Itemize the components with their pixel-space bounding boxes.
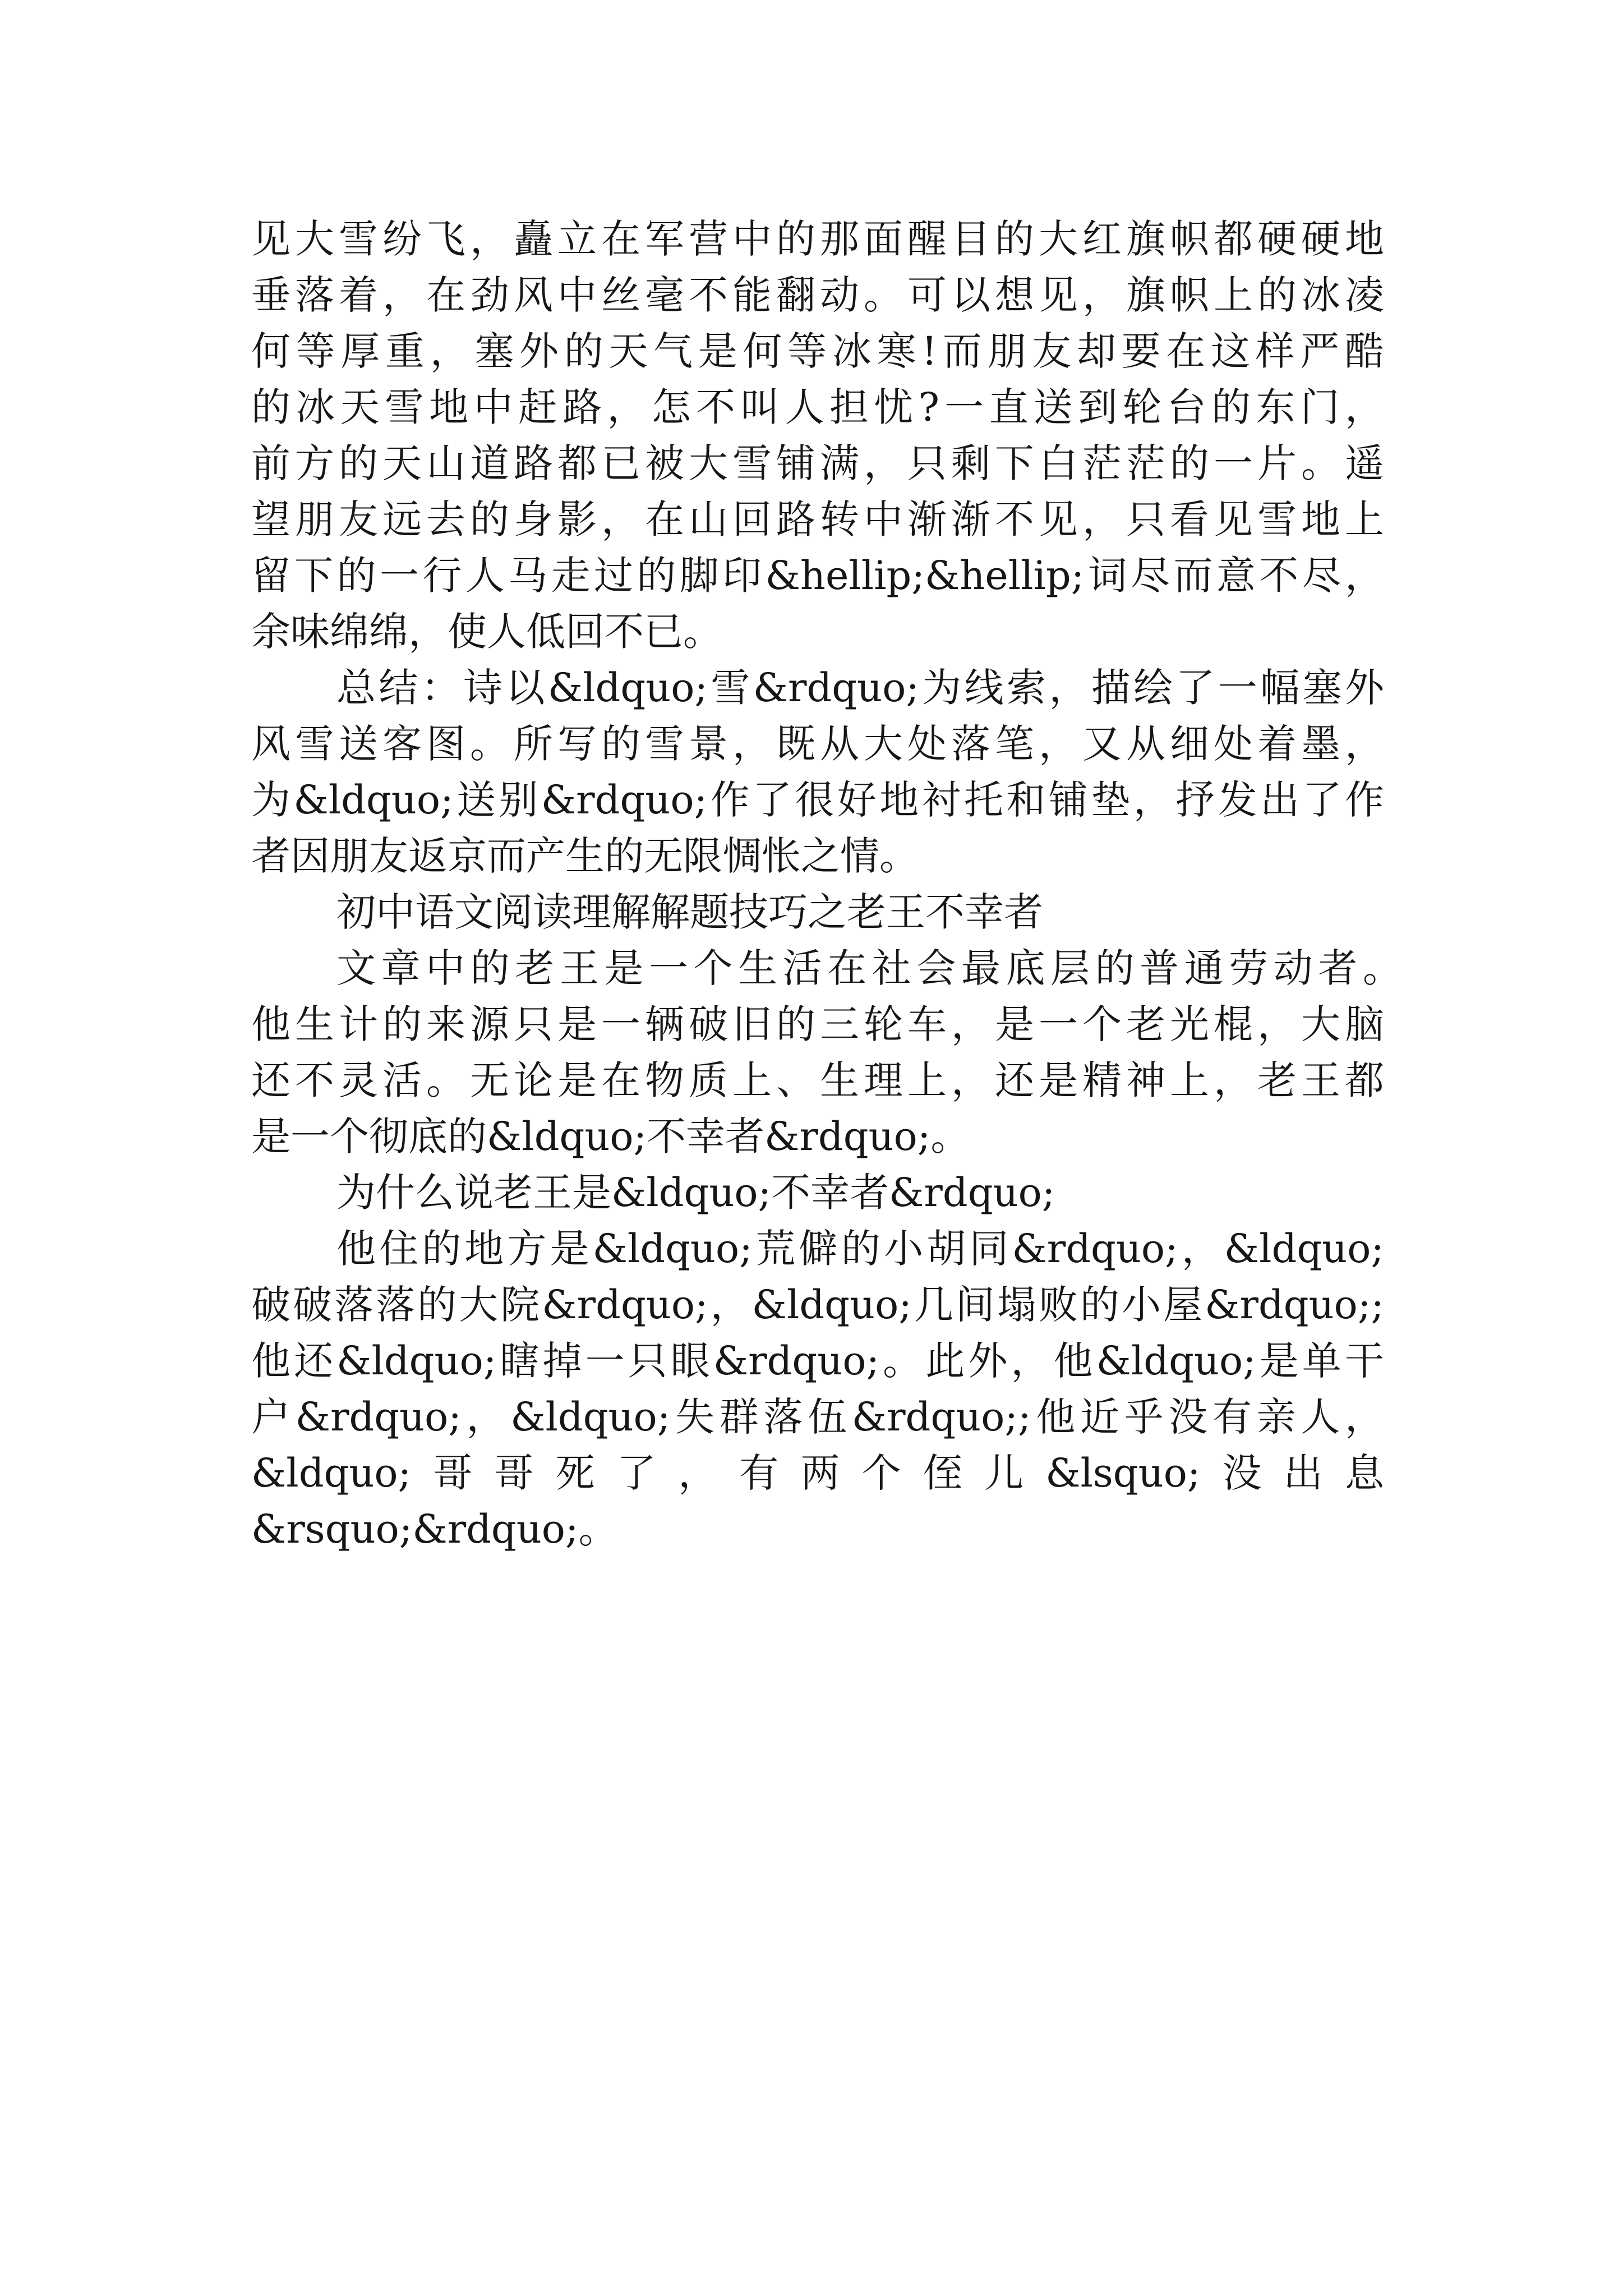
text-line: 为&ldquo;送别&rdquo;作了很好地衬托和铺垫，抒发出了作 <box>251 777 1384 823</box>
text-line: 是一个彻底的&ldquo;不幸者&rdquo;。 <box>251 1114 970 1159</box>
text-line: 者因朋友返京而产生的无限惆怅之情。 <box>251 833 919 879</box>
text-line: 文章中的老王是一个生活在社会最底层的普通劳动者。 <box>336 945 1402 991</box>
text-line: 望朋友远去的身影，在山回路转中渐渐不见，只看见雪地上 <box>251 496 1384 542</box>
text-line: 留下的一行人马走过的脚印&hellip;&hellip;词尽而意不尽， <box>251 553 1384 599</box>
text-line: 还不灵活。无论是在物质上、生理上，还是精神上，老王都 <box>251 1057 1384 1103</box>
text-line: 他还&ldquo;瞎掉一只眼&rdquo;。此外，他&ldquo;是单干 <box>251 1338 1384 1384</box>
text-line: 总结：诗以&ldquo;雪&rdquo;为线索，描绘了一幅塞外 <box>336 665 1384 711</box>
text-line: 前方的天山道路都已被大雪铺满，只剩下白茫茫的一片。遥 <box>251 440 1384 486</box>
text-line: 他生计的来源只是一辆破旧的三轮车，是一个老光棍，大脑 <box>251 1001 1384 1047</box>
text-line: 何等厚重，塞外的天气是何等冰寒!而朋友却要在这样严酷 <box>251 328 1384 374</box>
section-heading: 初中语文阅读理解解题技巧之老王不幸者 <box>336 889 1043 935</box>
text-line: 为什么说老王是&ldquo;不幸者&rdquo; <box>336 1170 1055 1216</box>
text-line: &rsquo;&rdquo;。 <box>251 1506 618 1552</box>
text-line: 他住的地方是&ldquo;荒僻的小胡同&rdquo;，&ldquo; <box>336 1226 1384 1272</box>
text-line: 破破落落的大院&rdquo;，&ldquo;几间塌败的小屋&rdquo;; <box>251 1282 1384 1328</box>
text-line: &ldquo;哥哥死了，有两个侄儿&lsquo;没出息 <box>251 1450 1384 1496</box>
text-line: 风雪送客图。所写的雪景，既从大处落笔，又从细处着墨， <box>251 721 1384 767</box>
text-line: 垂落着，在劲风中丝毫不能翻动。可以想见，旗帜上的冰凌 <box>251 272 1384 318</box>
text-line: 的冰天雪地中赶路，怎不叫人担忧?一直送到轮台的东门， <box>251 384 1384 430</box>
text-line: 余味绵绵，使人低回不已。 <box>251 609 722 655</box>
text-line: 见大雪纷飞，矗立在军营中的那面醒目的大红旗帜都硬硬地 <box>251 216 1384 262</box>
text-line: 户&rdquo;，&ldquo;失群落伍&rdquo;;他近乎没有亲人， <box>251 1394 1384 1440</box>
